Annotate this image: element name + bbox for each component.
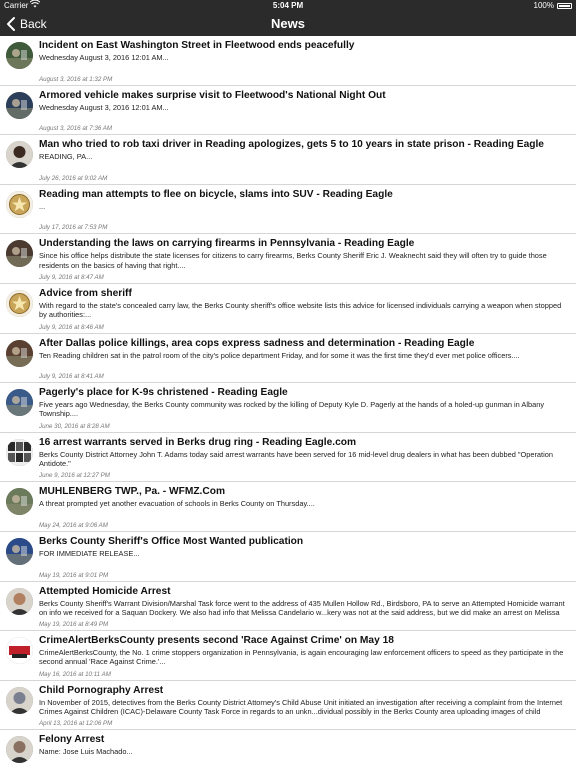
news-description: A threat prompted yet another evacuation of schools in Berks County on Thursday.... bbox=[39, 499, 315, 509]
news-description: ... bbox=[39, 201, 46, 211]
news-date: May 24, 2016 at 9:06 AM bbox=[39, 521, 108, 529]
news-date: July 9, 2016 at 8:47 AM bbox=[39, 273, 104, 281]
news-description: READING, PA... bbox=[39, 152, 93, 162]
news-title: Attempted Homicide Arrest bbox=[39, 585, 171, 597]
news-row[interactable] bbox=[0, 433, 576, 483]
news-row[interactable] bbox=[0, 284, 576, 334]
news-date: August 3, 2016 at 7:36 AM bbox=[39, 125, 113, 133]
news-title: After Dallas police killings, area cops express sadness and determination - Reading Eagle bbox=[39, 337, 475, 349]
mugshot-icon bbox=[6, 736, 33, 763]
carrier-label: Carrier bbox=[4, 1, 29, 10]
crime-alert-logo-icon bbox=[6, 637, 33, 664]
news-title: 16 arrest warrants served in Berks drug ring - Reading Eagle.com bbox=[39, 436, 357, 448]
news-description: Wednesday August 3, 2016 12:01 AM... bbox=[39, 53, 169, 62]
news-row[interactable] bbox=[0, 185, 576, 235]
news-description: FOR IMMEDIATE RELEASE... bbox=[39, 548, 140, 558]
chevron-left-icon bbox=[4, 16, 18, 32]
news-row[interactable] bbox=[0, 86, 576, 136]
news-title: Reading man attempts to flee on bicycle, slams into SUV - Reading Eagle bbox=[39, 188, 393, 200]
news-title: Understanding the laws on carrying firearms in Pennsylvania - Reading Eagle bbox=[39, 238, 415, 250]
news-row[interactable] bbox=[0, 482, 576, 532]
status-time: 5:04 PM bbox=[272, 1, 304, 10]
news-list[interactable] bbox=[0, 36, 576, 768]
news-description: With regard to the state's concealed carry law, the Berks County sheriff's office website lists this advice for licensed individuals carrying a weapon when stopped by authorities:... bbox=[39, 300, 562, 320]
news-row[interactable] bbox=[0, 532, 576, 582]
news-date: July 9, 2016 at 8:46 AM bbox=[39, 323, 104, 331]
news-title: Armored vehicle makes surprise visit to Fleetwood's National Night Out bbox=[39, 89, 386, 101]
news-title: Man who tried to rob taxi driver in Reading apologizes, gets 5 to 10 years in state prison - Reading Eagle bbox=[39, 139, 544, 151]
news-description: Wednesday August 3, 2016 12:01 AM... bbox=[39, 102, 169, 112]
news-title: Felony Arrest bbox=[39, 734, 105, 746]
photo-icon bbox=[6, 92, 33, 119]
news-date: July 17, 2016 at 7:53 PM bbox=[39, 224, 108, 232]
news-date: July 9, 2016 at 8:41 AM bbox=[39, 373, 104, 381]
news-title: Berks County Sheriff's Office Most Wanted publication bbox=[39, 535, 304, 547]
news-description: Berks County District Attorney John T. Adams today said arrest warrants have been served for 16 mid-level drug dealers in what has been dubbed "Operation Antidote." bbox=[39, 449, 553, 468]
news-row[interactable] bbox=[0, 582, 576, 632]
back-button[interactable] bbox=[4, 12, 47, 36]
news-date: April 13, 2016 at 12:06 PM bbox=[39, 720, 113, 728]
news-row[interactable] bbox=[0, 730, 576, 768]
photo-icon bbox=[6, 488, 33, 515]
news-date: July 26, 2016 at 9:02 AM bbox=[39, 174, 108, 182]
sheriff-badge-icon bbox=[6, 191, 33, 218]
navigation-bar bbox=[0, 12, 576, 36]
news-row[interactable] bbox=[0, 681, 576, 731]
news-description: In November of 2015, detectives from the Berks County District Attorney's Child Abuse Unit initiated an investigation after receiving a complaint from the Internet Crimes Against Children (ICAC)-Delaware County Task Force in regards to an unkn...dividual possibly in the Berks County area uploading images of child bbox=[39, 697, 563, 716]
news-row[interactable] bbox=[0, 383, 576, 433]
news-description: Five years ago Wednesday, the Berks County community was rocked by the killing of Deputy Kyle D. Pagerly at the hands of a holed-up gunman in Albany Township.... bbox=[39, 400, 545, 419]
photo-icon bbox=[6, 42, 33, 69]
news-title: CrimeAlertBerksCounty presents second 'Race Against Crime' on May 18 bbox=[39, 635, 394, 647]
news-date: May 19, 2016 at 9:01 PM bbox=[39, 571, 109, 579]
news-date: May 16, 2016 at 10:11 AM bbox=[39, 670, 111, 678]
news-row[interactable] bbox=[0, 334, 576, 384]
photo-icon bbox=[6, 389, 33, 416]
news-description: Ten Reading children sat in the patrol room of the city's police department Friday, and for some it was the first time they'd ever met police officers.... bbox=[39, 350, 520, 360]
news-row[interactable] bbox=[0, 36, 576, 86]
battery-percent: 100% bbox=[533, 1, 554, 10]
mugshot-icon bbox=[6, 588, 33, 615]
news-row[interactable] bbox=[0, 234, 576, 284]
news-description: Berks County Sheriff's Warrant Division/Marshal Task force went to the address of 435 Mullen Hollow Rd., Birdsboro, PA to serve an Attempted Homicide warrant on info we received for a Saquan Dockery. We also had info that Melissa Candelario w...kery was not at the said address, but we did make an arrest on Melissa bbox=[39, 598, 565, 617]
news-date: June 9, 2016 at 12:27 PM bbox=[39, 472, 110, 480]
photo-icon bbox=[6, 340, 33, 367]
mugshot-icon bbox=[6, 687, 33, 714]
status-bar bbox=[0, 0, 576, 12]
news-date: May 19, 2016 at 8:49 PM bbox=[39, 621, 109, 629]
news-title: Incident on East Washington Street in Fleetwood ends peacefully bbox=[39, 40, 355, 51]
news-title: MUHLENBERG TWP., Pa. - WFMZ.Com bbox=[39, 486, 226, 498]
news-row[interactable] bbox=[0, 631, 576, 681]
news-description: Name: Jose Luis Machado... bbox=[39, 747, 133, 757]
photo-icon bbox=[6, 538, 33, 565]
news-date: August 3, 2016 at 1:32 PM bbox=[39, 75, 113, 83]
battery-icon bbox=[557, 3, 572, 9]
photo-icon bbox=[6, 240, 33, 267]
page-title: News bbox=[271, 16, 305, 31]
mugshot-icon bbox=[6, 141, 33, 168]
news-description: CrimeAlertBerksCounty, the No. 1 crime stoppers organization in Pennsylvania, is again encouraging law enforcement officers to speed as they participate in the second annual 'Race Against Crime.'... bbox=[39, 648, 564, 667]
news-title: Pagerly's place for K-9s christened - Reading Eagle bbox=[39, 387, 288, 399]
news-title: Advice from sheriff bbox=[39, 287, 132, 299]
back-label: Back bbox=[20, 17, 47, 31]
mugshot-grid-icon bbox=[6, 439, 33, 466]
sheriff-badge-icon bbox=[6, 290, 33, 317]
news-date: June 30, 2016 at 8:28 AM bbox=[39, 422, 110, 430]
news-row[interactable] bbox=[0, 135, 576, 185]
news-title: Child Pornography Arrest bbox=[39, 684, 164, 696]
news-description: Since his office helps distribute the state licenses for citizens to carry firearms, Berks County Sheriff Eric J. Weaknecht said they will often try to guide those residents on the basics of having that right.... bbox=[39, 251, 547, 270]
